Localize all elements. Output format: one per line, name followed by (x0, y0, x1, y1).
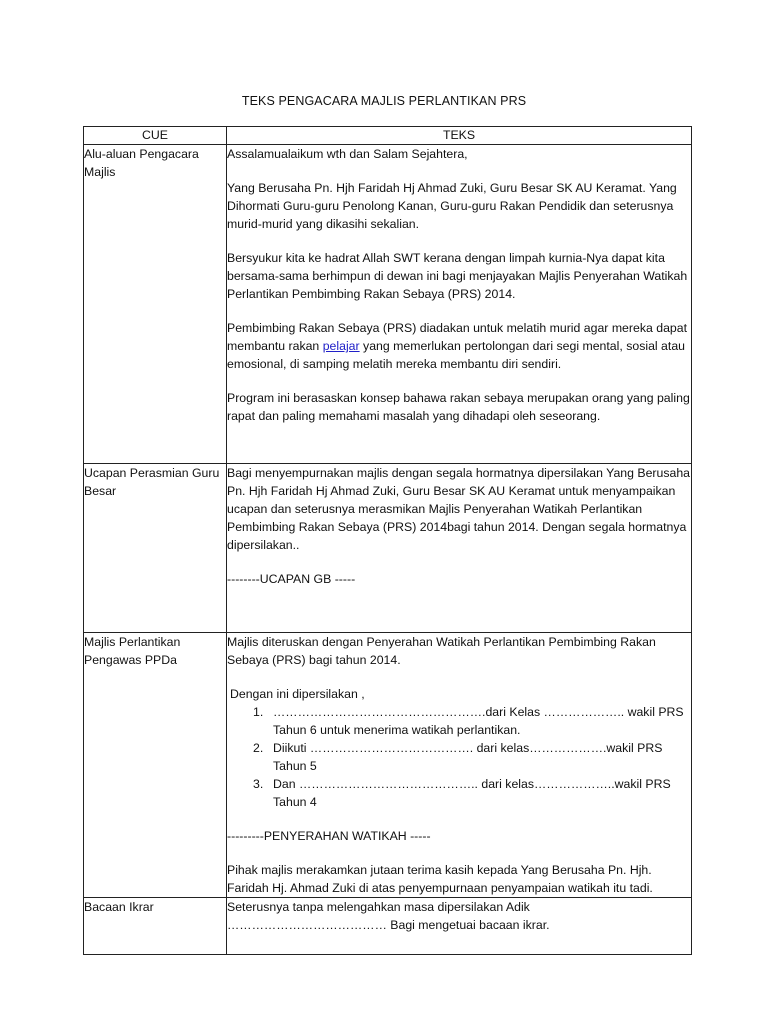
list-item (253, 703, 691, 739)
paragraph-text: yang memerlukan pertolongan dari segi mental, sosial atau emosional, di samping melatih mereka membantu diri sendiri. (227, 339, 685, 371)
list-text: Diikuti …………………………………. dari kelas……………….wakil PRS Tahun 5 (273, 741, 663, 773)
cue-cell (84, 145, 227, 464)
table-row (84, 145, 692, 464)
list-number: 2. (253, 741, 264, 755)
list-text: …………………………………………….dari Kelas ……………….. wakil PRS Tahun 6 untuk menerima watikah perlantikan. (273, 705, 684, 737)
list-text: Dan …………………………………….. dari kelas………………..wakil PRS Tahun 4 (273, 777, 671, 809)
table-row (84, 633, 692, 898)
cue-label: Alu-aluan Pengacara Majlis (84, 147, 199, 179)
paragraph-text: Pembimbing Rakan Sebaya (PRS) diadakan untuk melatih murid agar mereka dapat membantu rakan (227, 321, 688, 353)
text-cell (227, 898, 692, 955)
cue-label: Ucapan Perasmian Guru Besar (84, 466, 220, 498)
text-cell (227, 145, 692, 464)
paragraph: Bersyukur kita ke hadrat Allah SWT kerana dengan limpah kurnia-Nya dapat kita bersama-sama berhimpun di dewan ini bagi menjayakan Majlis Penyerahan Watikah Perlantikan Pembimbing Rakan Sebaya (PRS) 2014. (227, 251, 688, 301)
paragraph: Dengan ini dipersilakan , (230, 687, 365, 701)
cue-label: Bacaan Ikrar (84, 900, 154, 914)
column-header-text: TEKS (227, 127, 692, 145)
paragraph: --------UCAPAN GB ----- (227, 572, 356, 586)
paragraph (227, 319, 691, 373)
document-title: TEKS PENGACARA MAJLIS PERLANTIKAN PRS (241, 94, 527, 108)
paragraph: Majlis diteruskan dengan Penyerahan Watikah Perlantikan Pembimbing Rakan Sebaya (PRS) bagi tahun 2014. (227, 635, 656, 667)
list-item (253, 739, 691, 775)
paragraph: Pihak majlis merakamkan jutaan terima kasih kepada Yang Berusaha Pn. Hjh. Faridah Hj. Ahmad Zuki di atas penyempurnaan penyampaian watikah itu tadi. (227, 863, 653, 895)
table-header-row (84, 127, 692, 145)
invitee-list (227, 703, 691, 811)
table-row (84, 898, 692, 955)
paragraph: ---------PENYERAHAN WATIKAH ----- (227, 829, 431, 843)
script-table (83, 126, 692, 955)
cue-cell (84, 464, 227, 633)
cue-cell (84, 898, 227, 955)
cue-cell (84, 633, 227, 898)
paragraph: Assalamualaikum wth dan Salam Sejahtera, (227, 147, 468, 161)
paragraph: Program ini berasaskan konsep bahawa rakan sebaya merupakan orang yang paling rapat dan paling memahami masalah yang dihadapi oleh seseorang. (227, 391, 690, 423)
text-cell (227, 633, 692, 898)
text-cell (227, 464, 692, 633)
cue-label: Majlis Perlantikan Pengawas PPDa (84, 635, 181, 667)
paragraph: Bagi menyempurnakan majlis dengan segala hormatnya dipersilakan Yang Berusaha Pn. Hjh Faridah Hj Ahmad Zuki, Guru Besar SK AU Keramat untuk menyampaikan ucapan dan seterusnya merasmikan Majlis Penyerahan Watikah Perlantikan Pembimbing Rakan Sebaya (PRS) 2014bagi tahun 2014. Dengan segala hormatnya dipersilakan.. (227, 466, 691, 552)
paragraph: Seterusnya tanpa melengahkan masa dipersilakan Adik ………………………………… Bagi mengetuai bacaan ikrar. (227, 900, 550, 932)
list-item (253, 775, 691, 811)
list-number: 3. (253, 777, 264, 791)
column-header-cue: CUE (84, 127, 227, 145)
list-number: 1. (253, 705, 264, 719)
paragraph: Yang Berusaha Pn. Hjh Faridah Hj Ahmad Zuki, Guru Besar SK AU Keramat. Yang Dihormati Guru-guru Penolong Kanan, Guru-guru Rakan Pendidik dan seterusnya murid-murid yang dikasihi sekalian. (227, 181, 677, 231)
table-row (84, 464, 692, 633)
pelajar-link[interactable]: pelajar (322, 339, 360, 353)
